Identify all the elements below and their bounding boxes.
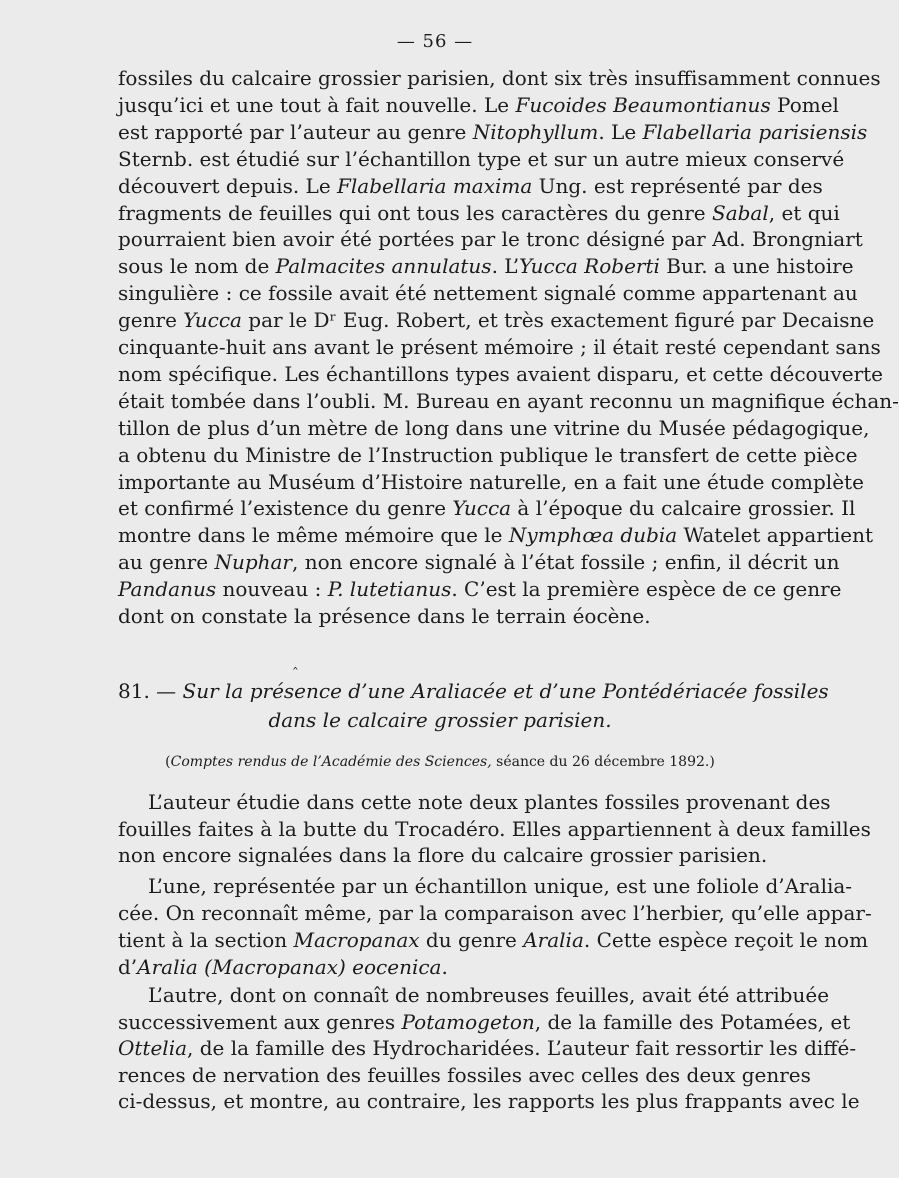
- text-run: Pomel: [770, 92, 839, 117]
- text-run: découvert depuis. Le: [118, 173, 338, 198]
- italic-term: Pandanus: [118, 577, 217, 602]
- italic-term: Yucca Roberti: [519, 254, 660, 279]
- paragraph-2-line: [148, 789, 831, 815]
- paragraph-1-line: [118, 173, 823, 199]
- paragraph-4-line: [118, 1088, 860, 1114]
- italic-term: Aralia: [523, 928, 584, 952]
- text-run: sous le nom de: [118, 254, 276, 279]
- section-title-line-2: dans le calcaire grossier parisien.: [268, 708, 612, 732]
- text-run: cinquante-huit ans avant le présent mémoire ; il était resté cependant sans: [118, 335, 881, 359]
- text-run: cée. On reconnaît même, par la comparaison avec l’herbier, qu’elle appar-: [118, 901, 872, 925]
- text-run: au genre: [118, 550, 215, 575]
- italic-term: Yucca: [452, 496, 512, 521]
- text-run: fouilles faites à la butte du Trocadéro. Elles appartiennent à deux familles: [118, 816, 871, 841]
- section-dash: —: [149, 679, 183, 703]
- text-run: à l’époque du calcaire grossier. Il: [511, 496, 856, 521]
- section-heading-line-1: [118, 678, 829, 704]
- text-run: Sternb. est étudié sur l’échantillon type et sur un autre mieux conservé: [118, 146, 845, 171]
- italic-term: Yucca: [183, 308, 242, 333]
- paragraph-1-line: [118, 415, 870, 441]
- text-run: non encore signalées dans la flore du calcaire grossier parisien.: [118, 843, 768, 867]
- paragraph-1-line: [118, 253, 854, 279]
- paragraph-1-line: [118, 92, 839, 118]
- paragraph-1-line: [118, 226, 863, 252]
- text-run: du genre: [419, 928, 524, 952]
- italic-term: Aralia (Macropanax) eocenica: [137, 955, 442, 979]
- text-run: fragments de feuilles qui ont tous les caractères du genre: [118, 200, 712, 225]
- text-run: dont on constate la présence dans le terrain éocène.: [118, 604, 651, 628]
- italic-term: Sabal: [712, 200, 769, 225]
- printer-mark: ‸: [293, 654, 298, 670]
- text-run: pourraient bien avoir été portées par le tronc désigné par Ad. Brongniart: [118, 227, 863, 252]
- paragraph-4-line: [118, 1035, 857, 1061]
- text-run: singulière : ce fossile avait été nettement signalé comme appartenant au: [118, 281, 858, 306]
- paragraph-1-line: [118, 280, 858, 306]
- text-run: L’une, représentée par un échantillon unique, est une foliole d’Aralia-: [148, 874, 853, 898]
- text-run: Bur. a une histoire: [659, 254, 854, 279]
- paragraph-1-line: [118, 307, 875, 333]
- italic-term: Palmacites annulatus: [275, 254, 492, 279]
- paragraph-1-line: [118, 200, 840, 226]
- text-run: , de la famille des Potamées, et: [534, 1009, 851, 1034]
- paragraph-1-line: [118, 522, 874, 548]
- text-run: fossiles du calcaire grossier parisien, dont six très insuffisamment connues: [118, 66, 881, 90]
- italic-term: Ottelia: [118, 1036, 188, 1060]
- paragraph-3-line: [118, 900, 872, 926]
- text-run: successivement aux genres: [118, 1009, 402, 1034]
- text-run: et confirmé l’existence du genre: [118, 496, 453, 521]
- text-run: ci-dessus, et montre, au contraire, les rapports les plus frappants avec le: [118, 1089, 860, 1113]
- paragraph-2-line: [118, 816, 871, 842]
- text-run: était tombée dans l’oubli. M. Bureau en ayant reconnu un magnifique échan-: [118, 388, 899, 413]
- text-run: , non encore signalé à l’état fossile ; enfin, il décrit un: [292, 550, 840, 575]
- text-run: . L’: [491, 254, 520, 279]
- italic-term: Macropanax: [293, 928, 420, 952]
- paragraph-4-line: [148, 982, 830, 1008]
- section-number: 81.: [118, 679, 150, 703]
- section-title-line-1: Sur la présence d’une Araliacée et d’une Pontédériacée fossiles: [182, 679, 829, 703]
- text-run: d’: [118, 955, 138, 979]
- page-number: — 56 —: [396, 31, 474, 52]
- paragraph-1-line: [118, 495, 856, 521]
- text-run: est rapporté par l’auteur au genre: [118, 119, 473, 144]
- text-run: L’auteur étudie dans cette note deux plantes fossiles provenant des: [148, 790, 831, 814]
- paragraph-3-line: [148, 873, 853, 899]
- text-run: par le Dʳ Eug. Robert, et très exactement figuré par Decaisne: [241, 308, 875, 333]
- paragraph-1-line: [118, 549, 840, 575]
- text-run: Ung. est représenté par des: [532, 173, 823, 198]
- paragraph-3-line: [118, 927, 869, 953]
- paragraph-2-line: [118, 842, 768, 868]
- text-run: a obtenu du Ministre de l’Instruction publique le transfert de cette pièce: [118, 442, 858, 467]
- text-run: tillon de plus d’un mètre de long dans une vitrine du Musée pédagogique,: [118, 415, 870, 440]
- paragraph-1-line: [118, 388, 899, 414]
- italic-term: Flabellaria parisiensis: [642, 119, 868, 144]
- text-run: . Le: [598, 119, 643, 144]
- paragraph-4-line: [118, 1009, 851, 1035]
- text-run: genre: [118, 308, 184, 333]
- text-run: montre dans le même mémoire que le: [118, 523, 509, 548]
- text-run: . C’est la première espèce de ce genre: [451, 577, 842, 602]
- paragraph-1-line: [118, 65, 881, 91]
- text-run: , de la famille des Hydrocharidées. L’auteur fait ressortir les diffé-: [187, 1036, 857, 1060]
- paragraph-1-line: [118, 146, 845, 172]
- italic-term: Nuphar: [214, 550, 292, 575]
- paragraph-3-line: [118, 954, 756, 980]
- section-source: (Comptes rendus de l’Académie des Sciences, séance du 26 décembre 1892.): [165, 754, 715, 770]
- text-run: nom spécifique. Les échantillons types avaient disparu, et cette découverte: [118, 361, 884, 386]
- italic-term: Nymphœa dubia: [508, 523, 678, 548]
- paragraph-4-line: [118, 1062, 811, 1088]
- text-run: tient à la section: [118, 928, 294, 952]
- text-run: rences de nervation des feuilles fossiles avec celles des deux genres: [118, 1062, 811, 1087]
- text-run: . Cette espèce reçoit le nom: [583, 928, 869, 952]
- source-date: séance du 26 décembre 1892.: [491, 754, 710, 770]
- text-run: Watelet appartient: [677, 523, 874, 548]
- paragraph-1-line: [118, 361, 884, 387]
- italic-term: P. lutetianus: [327, 577, 452, 602]
- source-journal: Comptes rendus de l’Académie des Sciences,: [170, 754, 492, 770]
- paragraph-1-line: [118, 603, 756, 629]
- italic-term: Nitophyllum: [472, 119, 599, 144]
- paragraph-1-line: [118, 469, 864, 495]
- text-run: importante au Muséum d’Histoire naturelle, en a fait une étude complète: [118, 469, 864, 494]
- paragraph-1-line: [118, 119, 868, 145]
- italic-term: Flabellaria maxima: [337, 173, 533, 198]
- paragraph-1-line: [118, 334, 881, 360]
- text-run: jusqu’ici et une tout à fait nouvelle. Le: [118, 92, 516, 117]
- italic-term: Fucoides Beaumontianus: [515, 92, 771, 117]
- italic-term: Potamogeton: [401, 1009, 535, 1034]
- paragraph-1-line: [118, 442, 858, 468]
- section-heading-line-2: [150, 707, 730, 733]
- paragraph-1-line: [118, 576, 842, 602]
- text-run: , et qui: [768, 200, 840, 225]
- text-run: nouveau :: [216, 577, 328, 602]
- text-run: L’autre, dont on connaît de nombreuses feuilles, avait été attribuée: [148, 983, 830, 1007]
- text-run: .: [441, 955, 448, 979]
